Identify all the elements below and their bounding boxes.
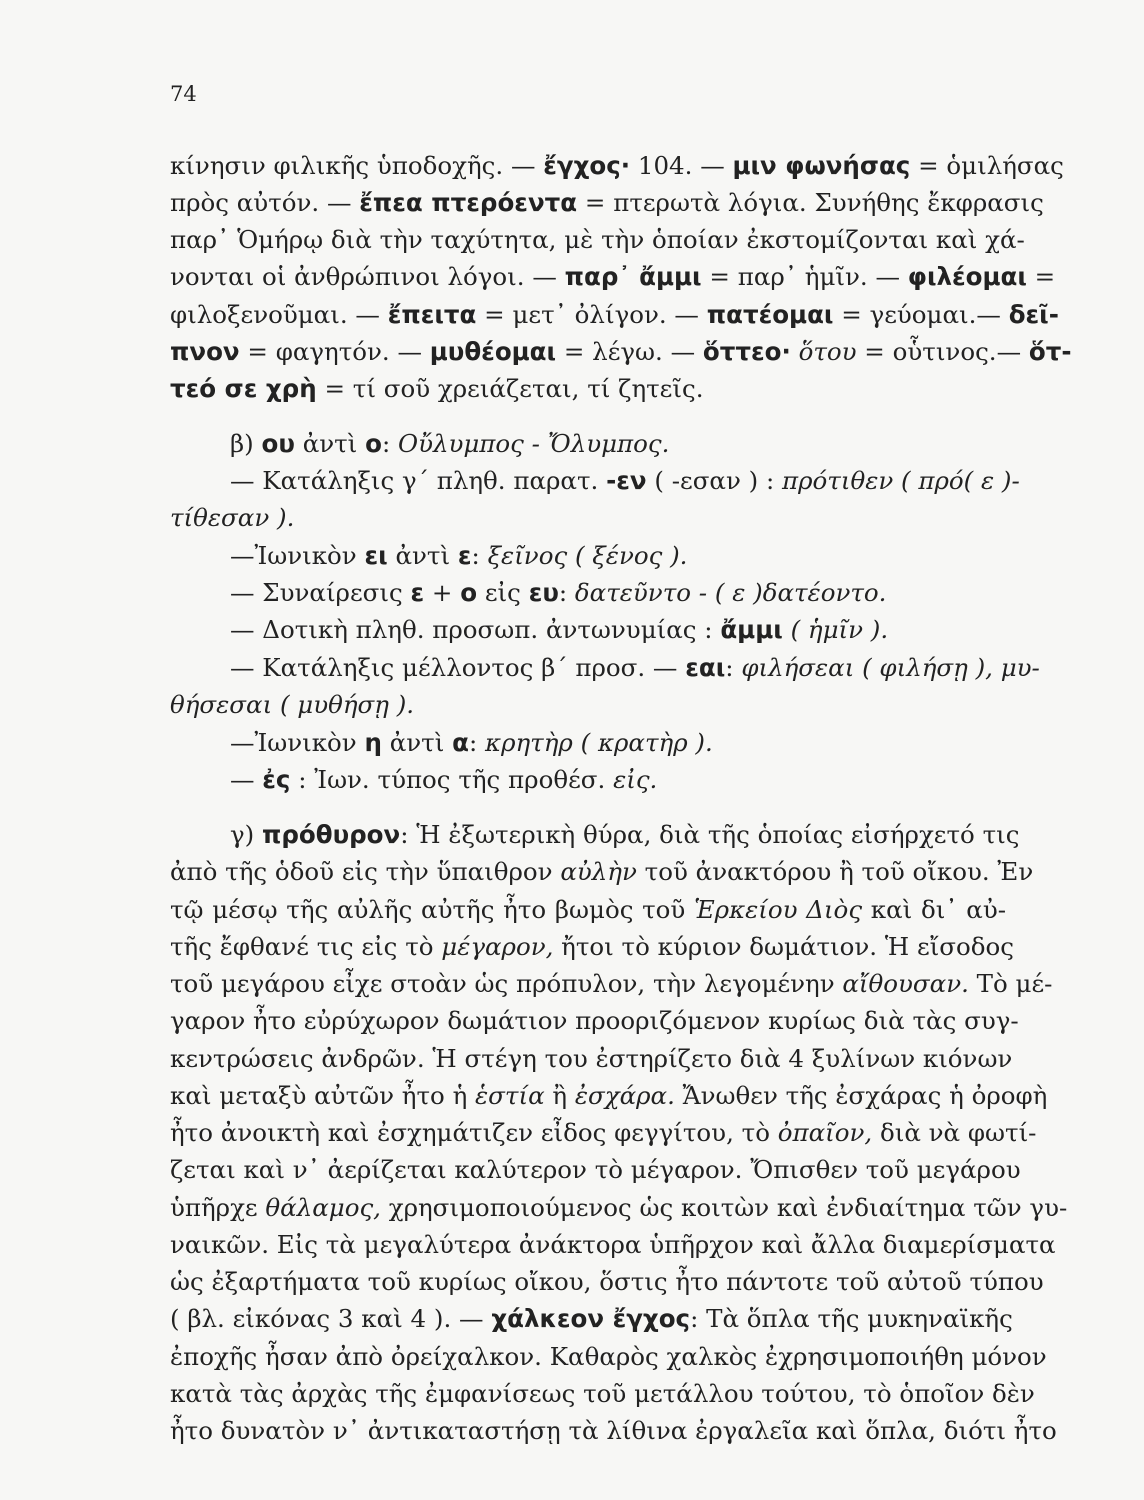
bold-term: πρόθυρον [262, 820, 401, 849]
text-line [170, 892, 1006, 928]
text-line [170, 1376, 1035, 1412]
text-span: κίνησιν φιλικῆς ὑποδοχῆς. — [170, 151, 544, 180]
text-span: παρ᾽ Ὁμήρῳ διὰ τὴν ταχύτητα, μὲ τὴν ὁποίαν ἐκστομίζονται καὶ χά- [170, 225, 1025, 254]
text-span: φιλοξενοῦμαι. — [170, 300, 388, 329]
text-line [170, 1152, 1021, 1188]
text-span: ἀντὶ [294, 429, 366, 458]
text-line [170, 854, 1034, 890]
text-line [170, 1227, 1056, 1263]
text-span: = οὗτινος.— [856, 337, 1029, 366]
bold-term: δεῖ- [1008, 300, 1059, 329]
text-span: : Ἡ ἐξωτερικὴ θύρα, διὰ τῆς ὁποίας εἰσήρχετό τις [400, 820, 1020, 849]
italic-term: Οὔλυμπος - Ὄλυμπος. [397, 429, 670, 458]
text-line [170, 966, 1053, 1002]
text-span: : [558, 578, 575, 607]
text-span: ἤτοι τὸ κύριον δωμάτιον. Ἡ εἴσοδος [553, 932, 1014, 961]
bold-term: τεό σε χρὴ [170, 374, 317, 403]
bold-term: εαι [685, 653, 726, 682]
text-span: β) [230, 429, 262, 458]
bold-term: ὅττεο· [702, 337, 791, 366]
text-line [170, 371, 1006, 407]
text-span: ( -εσαν ) : [646, 466, 783, 495]
bold-term: η [364, 728, 382, 757]
italic-term: εἰς. [613, 765, 658, 794]
text-line [230, 538, 1006, 574]
text-line [170, 1190, 1068, 1226]
text-span: Τὸ μέ- [968, 969, 1053, 998]
italic-term: αἴθουσαν. [842, 969, 969, 998]
text-line [170, 185, 1044, 221]
text-span: κατὰ τὰς ἀρχὰς τῆς ἐμφανίσεως τοῦ μετάλλου τούτου, τὸ ὁποῖον δὲν [170, 1379, 1035, 1408]
bold-term: ου [261, 429, 295, 458]
text-span: = τί σοῦ χρειάζεται, τί ζητεῖς. [316, 374, 704, 403]
text-span: ἦτο δυνατὸν ν᾽ ἀντικαταστήσῃ τὰ λίθινα ἐργαλεῖα καὶ ὅπλα, διότι ἦτο [170, 1416, 1057, 1445]
text-line [170, 929, 1014, 965]
text-span: = λέγω. — [556, 337, 703, 366]
text-span: ὡς ἐξαρτήματα τοῦ κυρίως οἴκου, ὅστις ἦτο πάντοτε τοῦ αὐτοῦ τύπου [170, 1267, 1044, 1296]
text-line [230, 762, 1006, 798]
italic-term: ὀπαῖον, [777, 1118, 873, 1147]
bold-term: ευ [528, 578, 559, 607]
text-span: = γεύομαι.— [833, 300, 1009, 329]
text-span: διὰ νὰ φωτί- [872, 1118, 1037, 1147]
text-span: γ) [230, 820, 262, 849]
italic-term: θάλαμος, [265, 1193, 381, 1222]
italic-term: αὐλὴν [560, 857, 637, 886]
text-line [230, 650, 1040, 686]
text-span: —Ἰωνικὸν [230, 728, 365, 757]
text-span: καὶ δι᾽ αὐ- [862, 895, 1006, 924]
text-span: τοῦ μεγάρου εἶχε στοὰν ὡς πρόπυλον, τὴν λεγομένην [170, 969, 843, 998]
text-span: καὶ μεταξὺ αὐτῶν ἦτο ἡ [170, 1081, 476, 1110]
text-span: : [725, 653, 742, 682]
italic-term: κρητὴρ ( κρατὴρ ). [485, 728, 713, 757]
text-span: ναικῶν. Εἰς τὰ μεγαλύτερα ἀνάκτορα ὑπῆρχον καὶ ἄλλα διαμερίσματα [170, 1230, 1056, 1259]
text-line [170, 500, 1006, 536]
bold-term: πνον [170, 337, 240, 366]
italic-term: φιλήσεαι ( φιλήσῃ ), μυ- [741, 653, 1040, 682]
bold-term: ἔπειτα [387, 300, 477, 329]
text-line [170, 1264, 1044, 1300]
text-span: ἢ [544, 1081, 575, 1110]
text-span: χρησιμοποιούμενος ὡς κοιτὼν καὶ ἐνδιαίτημα τῶν γυ- [380, 1193, 1068, 1222]
text-line [170, 1078, 1048, 1114]
text-span: = πτερωτὰ λόγια. Συνήθης ἔκφρασις [577, 188, 1044, 217]
text-line [230, 612, 1006, 648]
text-line [170, 297, 1059, 333]
italic-term: Ἑρκείου Διὸς [694, 895, 863, 924]
text-span: — [230, 765, 263, 794]
bold-term: πατέομαι [706, 300, 834, 329]
text-span: ἀντὶ [387, 541, 458, 570]
text-span: — Κατάληξις γ΄ πληθ. παρατ. [230, 466, 607, 495]
text-line [230, 575, 1006, 611]
text-span: ὑπῆρχε [170, 1193, 266, 1222]
text-span: εἰς [477, 578, 529, 607]
italic-term: πρότιθεν ( πρό( ε )- [782, 466, 1020, 495]
bold-term: ο [365, 429, 382, 458]
text-line [230, 463, 1020, 499]
text-span: κεντρώσεις ἀνδρῶν. Ἡ στέγη του ἐστηρίζετο διὰ 4 ξυλίνων κιόνων [170, 1044, 1013, 1073]
text-span: — Κατάληξις μέλλοντος β΄ προσ. — [230, 653, 686, 682]
text-line [170, 222, 1025, 258]
text-span [791, 337, 799, 366]
page-number: 74 [170, 82, 197, 106]
text-line [230, 817, 1020, 853]
text-span: νονται οἱ ἀνθρώπινοι λόγοι. — [170, 262, 565, 291]
italic-term: τίθεσαν ). [170, 503, 295, 532]
text-span: : Τὰ ὅπλα τῆς μυκηναϊκῆς [690, 1304, 1013, 1333]
text-line [170, 1115, 1037, 1151]
italic-term: μέγαρον, [441, 932, 554, 961]
italic-term: ἐσχάρα. [574, 1081, 675, 1110]
text-span: = φαγητόν. — [239, 337, 430, 366]
text-line [170, 1041, 1013, 1077]
text-span: = ὁμιλήσας [910, 151, 1064, 180]
bold-term: ο [460, 578, 478, 607]
bold-term: μιν φωνήσας [732, 151, 911, 180]
text-line [230, 426, 1006, 462]
text-span: πρὸς αὐτόν. — [170, 188, 360, 217]
text-span [783, 615, 791, 644]
bold-term: ει [364, 541, 388, 570]
text-line [170, 1413, 1057, 1449]
text-span: — Συναίρεσις [230, 578, 411, 607]
text-span: : Ἰων. τύπος τῆς προθέσ. [290, 765, 614, 794]
text-line [170, 1339, 1047, 1375]
text-span: Ἄνωθεν τῆς ἐσχάρας ἡ ὀροφὴ [674, 1081, 1048, 1110]
text-span: = μετ᾽ ὀλίγον. — [476, 300, 707, 329]
bold-term: -εν [606, 466, 647, 495]
italic-term: δατεῦντο - ( ε )δατέοντο. [574, 578, 887, 607]
bold-term: παρ᾽ ἄμμι [564, 262, 702, 291]
text-line [170, 1301, 1013, 1337]
text-line [230, 725, 1006, 761]
text-span: ἀντὶ [381, 728, 453, 757]
text-span: : [471, 541, 488, 570]
bold-term: φιλέομαι [907, 262, 1027, 291]
text-line [170, 148, 1064, 184]
text-span: = [1026, 262, 1056, 291]
italic-term: θήσεσαι ( μυθήσῃ ). [170, 690, 415, 719]
bold-term: μυθέομαι [429, 337, 557, 366]
text-span: ἐποχῆς ἦσαν ἀπὸ ὀρείχαλκον. Καθαρὸς χαλκὸς ἐχρησιμοποιήθη μόνον [170, 1342, 1047, 1371]
text-span: τῷ μέσῳ τῆς αὐλῆς αὐτῆς ἦτο βωμὸς τοῦ [170, 895, 695, 924]
italic-term: ( ἡμῖν ). [790, 615, 889, 644]
bold-term: α [452, 728, 469, 757]
text-span: ( βλ. εἰκόνας 3 καὶ 4 ). — [170, 1304, 492, 1333]
text-span: : [468, 728, 486, 757]
text-span: + [424, 578, 461, 607]
text-line [170, 1003, 1019, 1039]
bold-term: ἐς [262, 765, 291, 794]
text-span: ἀπὸ τῆς ὁδοῦ εἰς τὴν ὕπαιθρον [170, 857, 561, 886]
bold-term: ἔγχος· [543, 151, 631, 180]
bold-term: ἔπεα πτερόεντα [359, 188, 578, 217]
italic-term: ὅτου [798, 337, 857, 366]
italic-term: ξεῖνος ( ξένος ). [487, 541, 688, 570]
text-span: : [381, 429, 398, 458]
text-span: = παρ᾽ ἡμῖν. — [701, 262, 908, 291]
text-span: γαρον ἦτο εὐρύχωρον δωμάτιον προοριζόμενον κυρίως διὰ τὰς συγ- [170, 1006, 1019, 1035]
bold-term: ε [457, 541, 472, 570]
bold-term: ὅτ- [1028, 337, 1072, 366]
italic-term: ἑστία [475, 1081, 545, 1110]
text-line [170, 687, 1006, 723]
text-span: —Ἰωνικὸν [230, 541, 365, 570]
bold-term: ἄμμι [720, 615, 783, 644]
text-line [170, 259, 1056, 295]
text-span: ζεται καὶ ν᾽ ἀερίζεται καλύτερον τὸ μέγαρον. Ὄπισθεν τοῦ μεγάρου [170, 1155, 1021, 1184]
text-span: ἦτο ἀνοικτὴ καὶ ἐσχημάτιζεν εἶδος φεγγίτου, τὸ [170, 1118, 778, 1147]
bold-term: ε [410, 578, 425, 607]
text-span: — Δοτικὴ πληθ. προσωπ. ἀντωνυμίας : [230, 615, 721, 644]
text-span: τῆς ἔφθανέ τις εἰς τὸ [170, 932, 442, 961]
text-span: 104. — [630, 151, 733, 180]
text-line [170, 334, 1072, 370]
text-span: τοῦ ἀνακτόρου ἢ τοῦ οἴκου. Ἐν [636, 857, 1034, 886]
bold-term: χάλκεον ἔγχος [491, 1304, 691, 1333]
